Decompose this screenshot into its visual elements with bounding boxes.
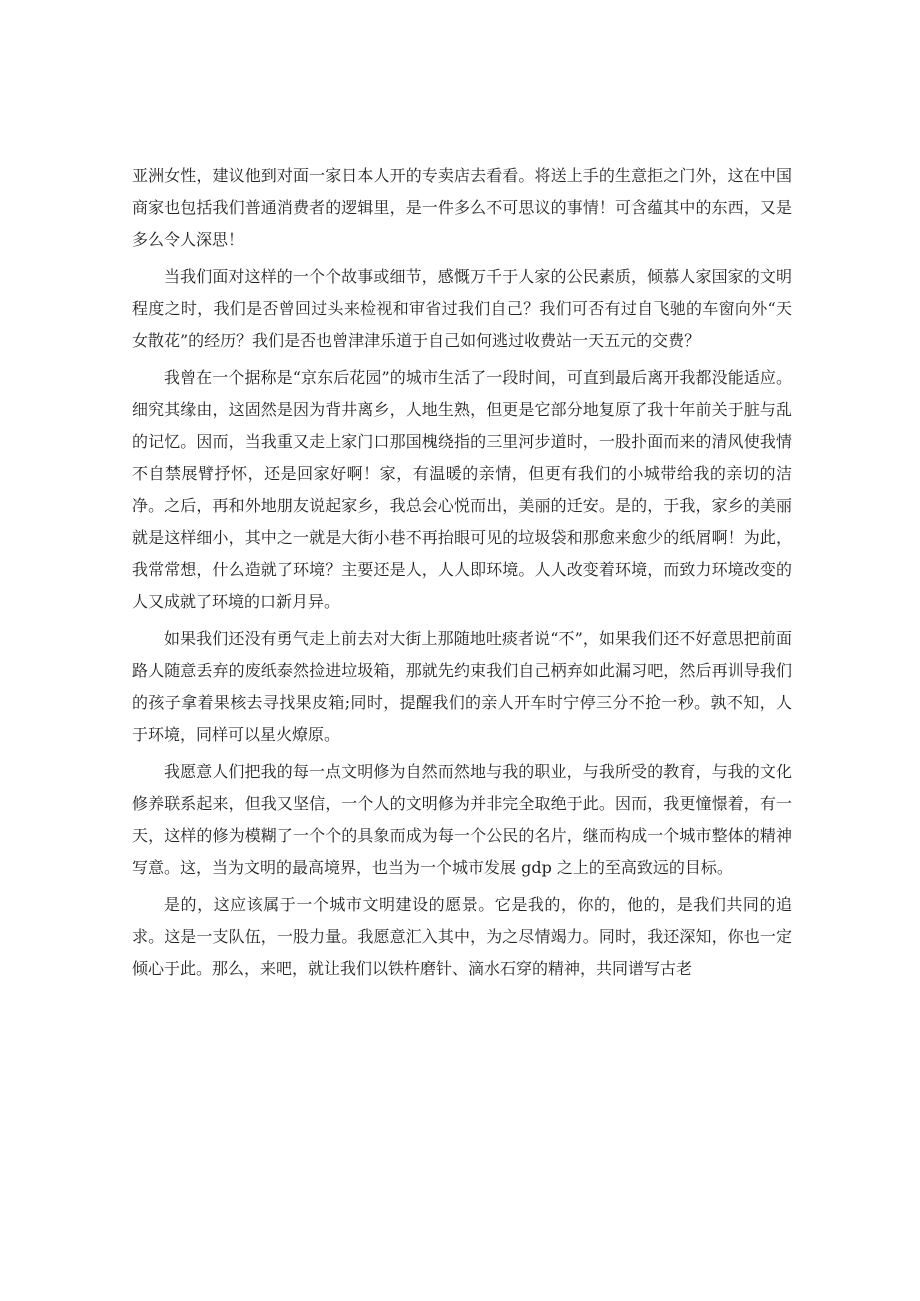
- paragraph-5: 我愿意人们把我的每一点文明修为自然而然地与我的职业，与我所受的教育，与我的文化修养联系起来，但我又坚信，一个人的文明修为并非完全取绝于此。因而，我更憧憬着，有一天，这样的修为模糊了一个个的具象而成为每一个公民的名片，继而构成一个城市整体的精神写意。这，当为文明的最高境界，也当为一个城市发展 gdp 之上的至高致远的目标。: [132, 762, 792, 877]
- paragraph-1: 亚洲女性，建议他到对面一家日本人开的专卖店去看看。将送上手的生意拒之门外，这在中国商家也包括我们普通消费者的逻辑里，是一件多么不可思议的事情！可含蕴其中的东西，又是多么令人深思！: [132, 166, 792, 249]
- paragraph-4: 如果我们还没有勇气走上前去对大街上那随地吐痰者说“不”，如果我们还不好意思把前面路人随意丢弃的废纸泰然捡进垃圾箱，那就先约束我们自己柄弃如此漏习吧，然后再训导我们的孩子拿着果核去寻找果皮箱;同时，提醒我们的亲人开车时宁停三分不抢一秒。孰不知，人于环境，同样可以星火燎原。: [132, 629, 792, 744]
- document-body: [132, 160, 792, 990]
- paragraph-6: 是的，这应该属于一个城市文明建设的愿景。它是我的，你的，他的，是我们共同的追求。这是一支队伍，一股力量。我愿意汇入其中，为之尽情竭力。同时，我还深知，你也一定倾心于此。那么，来吧，就让我们以铁杵磨针、滴水石穿的精神，共同谱写古老: [132, 895, 792, 978]
- paragraph-2: 当我们面对这样的一个个故事或细节，感慨万千于人家的公民素质，倾慕人家国家的文明程度之时，我们是否曾回过头来检视和审省过我们自己？我们可否有过自飞驰的车窗向外“天女散花”的经历？我们是否也曾津津乐道于自己如何逃过收费站一天五元的交费？: [132, 267, 792, 350]
- paragraph-3: 我曾在一个据称是“京东后花园”的城市生活了一段时间，可直到最后离开我都没能适应。细究其缘由，这固然是因为背井离乡，人地生熟，但更是它部分地复原了我十年前关于脏与乱的记忆。因而，当我重又走上家门口那国槐绕指的三里河步道时，一股扑面而来的清风使我情不自禁展臂抒怀，还是回家好啊！家，有温暖的亲情，但更有我们的小城带给我的亲切的洁净。之后，再和外地朋友说起家乡，我总会心悦而出，美丽的迁安。是的，于我，家乡的美丽就是这样细小，其中之一就是大街小巷不再抬眼可见的垃圾袋和那愈来愈少的纸屑啊！为此，我常常想，什么造就了环境？主要还是人，人人即环境。人人改变着环境，而致力环境改变的人又成就了环境的口新月异。: [132, 368, 792, 611]
